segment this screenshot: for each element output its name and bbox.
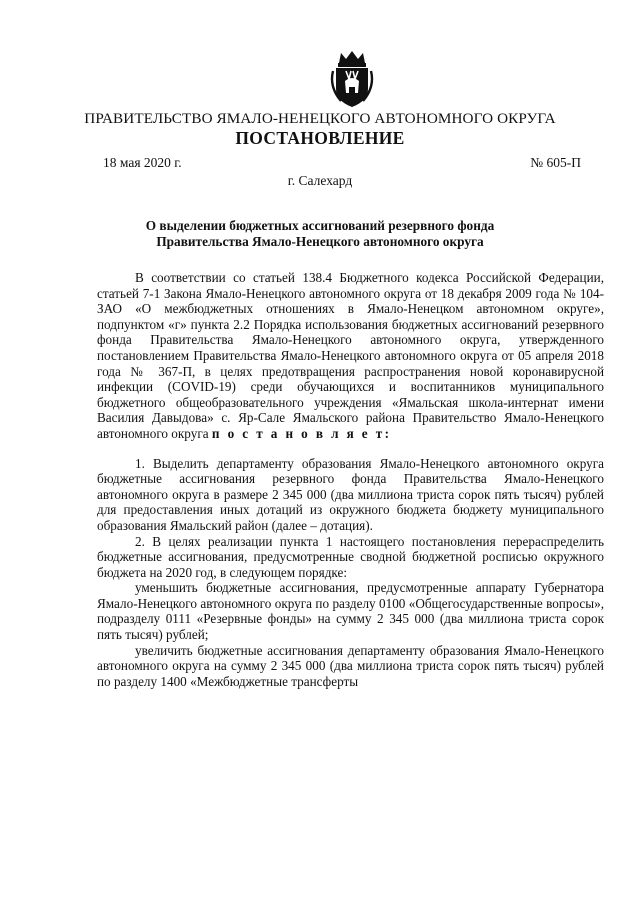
document-city: г. Салехард	[287, 173, 353, 188]
preamble-text: В соответствии со статьей 138.4 Бюджетного кодекса Российской Федерации, статьей 7-1 Закона Ямало-Ненецкого автономного округа от 18 декабря 2009 года № 104-ЗАО «О межбюджетных отношениях в Ямало-Ненецком автономном округе», подпунктом «г» пункта 2.2 Порядка использования бюджетных ассигнований резервного фонда Правительства Ямало-Ненецкого автономного округа, утвержденного постановлением Правительства Ямало-Ненецкого автономного округа от 05 апреля 2018 года № 367-П, в целях предотвращения распространения новой коронавирусной инфекции (COVID-19) среди обучающихся и воспитанников муниципального бюджетного общеобразовательного учреждения «Ямальская школа-интернат имени Василия Давыдова» с. Яр-Сале Ямальского района Правительство Ямало-Ненецкого автономного округа	[97, 270, 604, 441]
yamal-coat-of-arms-icon	[327, 49, 377, 109]
item-2-increase-paragraph: увеличить бюджетные ассигнования департаменту образования Ямало-Ненецкого автономного округа на сумму 2 345 000 (два миллиона триста сорок пять тысяч) рублей по разделу 1400 «Межбюджетные трансферты	[97, 642, 604, 689]
item-2-paragraph: 2. В целях реализации пункта 1 настоящего постановления перераспределить бюджетные ассигнования, предусмотренные сводной бюджетной росписью окружного бюджета на 2020 год, в следующем порядке:	[97, 533, 604, 580]
subject-line-2: Правительства Ямало-Ненецкого автономного округа	[156, 234, 484, 249]
preamble-paragraph	[97, 270, 604, 442]
item-1-paragraph: 1. Выделить департаменту образования Ямало-Ненецкого автономного округа бюджетные ассигнования резервного фонда Правительства Ямало-Ненецкого автономного округа в размере 2 345 000 (два миллиона триста сорок пять тысяч) рублей для предоставления иных дотаций из окружного бюджета бюджету муниципального образования Ямальский район (далее – дотация).	[97, 455, 604, 533]
document-subject	[0, 218, 640, 250]
document-number: № 605-П	[530, 155, 581, 170]
document-type: ПОСТАНОВЛЕНИЕ	[235, 128, 405, 148]
item-2-reduce-paragraph: уменьшить бюджетные ассигнования, предусмотренные аппарату Губернатора Ямало-Ненецкого автономного округа по разделу 0100 «Общегосударственные вопросы», подразделу 0111 «Резервные фонды» на сумму 2 345 000 (два миллиона триста сорок пять тысяч) рублей;	[97, 580, 604, 643]
document-body	[97, 270, 604, 689]
document-date: 18 мая 2020 г.	[103, 155, 182, 170]
subject-line-1: О выделении бюджетных ассигнований резервного фонда	[145, 218, 495, 233]
government-name: ПРАВИТЕЛЬСТВО ЯМАЛО-НЕНЕЦКОГО АВТОНОМНОГО ОКРУГА	[84, 110, 556, 127]
decrees-word: п о с т а н о в л я е т:	[211, 425, 392, 441]
